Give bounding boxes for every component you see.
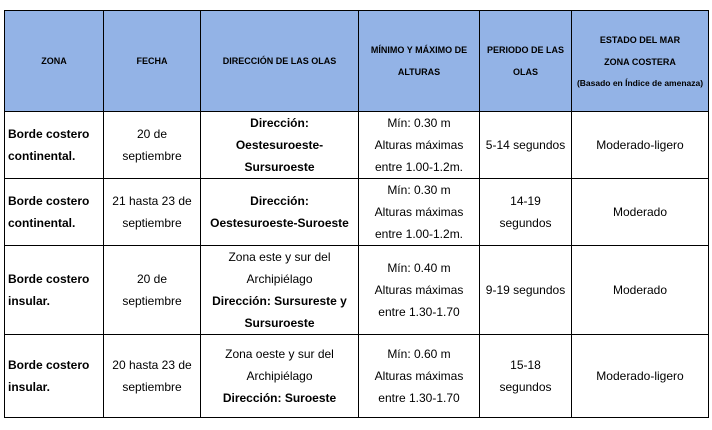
header-periodo: PERIODO DE LAS OLAS bbox=[480, 11, 572, 112]
cell-fecha: 20 de septiembre bbox=[104, 112, 201, 179]
cell-periodo: 15-18 segundos bbox=[480, 335, 572, 418]
cell-periodo: 9-19 segundos bbox=[480, 246, 572, 335]
cell-fecha: 20 de septiembre bbox=[104, 246, 201, 335]
direccion-area: Zona oeste y sur del Archipiélago bbox=[225, 347, 334, 383]
header-alturas: MÍNIMO Y MÁXIMO DE ALTURAS bbox=[359, 11, 480, 112]
cell-fecha: 20 hasta 23 de septiembre bbox=[104, 335, 201, 418]
table-row bbox=[5, 246, 709, 335]
direccion-text: Dirección: Suroeste bbox=[222, 391, 337, 405]
cell-periodo: 14-19 segundos bbox=[480, 179, 572, 246]
direccion-text: Dirección: Oestesuroeste-Suroeste bbox=[210, 194, 349, 230]
cell-direccion bbox=[201, 246, 359, 335]
header-estado bbox=[572, 11, 709, 112]
table-row bbox=[5, 179, 709, 246]
header-row bbox=[5, 11, 709, 112]
table-row bbox=[5, 112, 709, 179]
direccion-text: Dirección: Oestesuroeste-Sursuroeste bbox=[235, 116, 324, 174]
cell-alturas bbox=[359, 112, 480, 179]
cell-estado: Moderado bbox=[572, 179, 709, 246]
table-row bbox=[5, 335, 709, 418]
cell-direccion bbox=[201, 335, 359, 418]
cell-alturas bbox=[359, 179, 480, 246]
header-estado-note: (Basado en Índice de amenaza) bbox=[576, 78, 704, 88]
cell-fecha: 21 hasta 23 de septiembre bbox=[104, 179, 201, 246]
cell-estado: Moderado-ligero bbox=[572, 335, 709, 418]
direccion-text: Dirección: Sursureste y Sursuroeste bbox=[212, 294, 347, 330]
altura-min: Mín: 0.30 m bbox=[387, 116, 451, 130]
header-zona: ZONA bbox=[5, 11, 104, 112]
header-fecha: FECHA bbox=[104, 11, 201, 112]
header-direccion: DIRECCIÓN DE LAS OLAS bbox=[201, 11, 359, 112]
cell-estado: Moderado-ligero bbox=[572, 112, 709, 179]
altura-min: Mín: 0.30 m bbox=[387, 183, 451, 197]
cell-zona: Borde costero insular. bbox=[5, 335, 104, 418]
cell-periodo: 5-14 segundos bbox=[480, 112, 572, 179]
altura-min: Mín: 0.60 m bbox=[387, 347, 451, 361]
cell-estado: Moderado bbox=[572, 246, 709, 335]
cell-direccion bbox=[201, 112, 359, 179]
cell-zona: Borde costero continental. bbox=[5, 179, 104, 246]
cell-alturas bbox=[359, 335, 480, 418]
cell-alturas bbox=[359, 246, 480, 335]
cell-zona: Borde costero insular. bbox=[5, 246, 104, 335]
altura-min: Mín: 0.40 m bbox=[387, 261, 451, 275]
cell-zona: Borde costero continental. bbox=[5, 112, 104, 179]
altura-max: Alturas máximas entre 1.30-1.70 bbox=[374, 369, 464, 405]
altura-max: Alturas máximas entre 1.00-1.2m. bbox=[374, 205, 464, 241]
wave-forecast-table bbox=[4, 10, 709, 418]
cell-direccion bbox=[201, 179, 359, 246]
altura-max: Alturas máximas entre 1.00-1.2m. bbox=[374, 138, 464, 174]
header-estado-title: ESTADO DEL MAR bbox=[599, 35, 681, 45]
altura-max: Alturas máximas entre 1.30-1.70 bbox=[374, 283, 464, 319]
header-estado-subtitle: ZONA COSTERA bbox=[604, 57, 676, 67]
direccion-area: Zona este y sur del Archipiélago bbox=[228, 250, 331, 286]
